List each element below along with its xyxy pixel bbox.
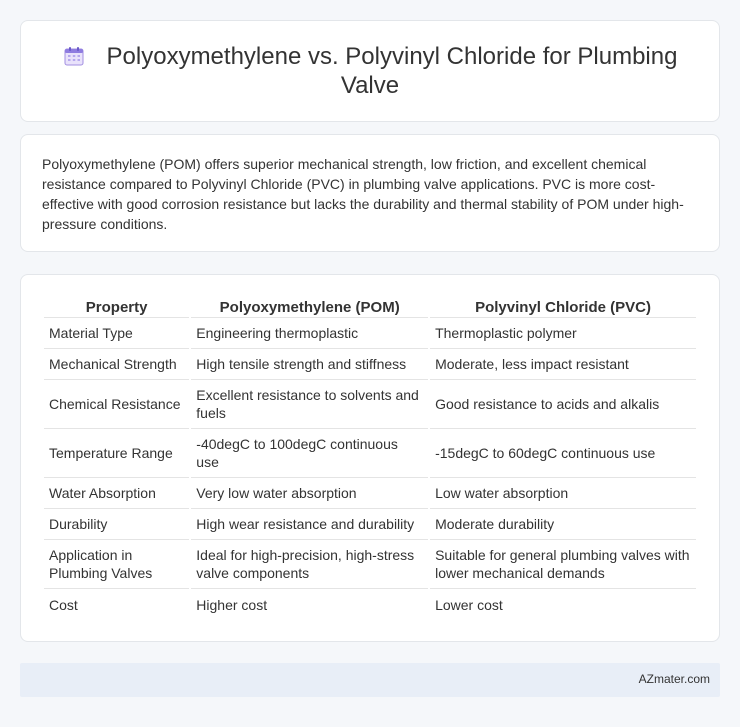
- table-header-row: [44, 296, 696, 318]
- header-pom: Polyoxymethylene (POM): [191, 296, 428, 318]
- cell-property: Durability: [44, 509, 189, 540]
- comparison-table: [42, 296, 698, 620]
- comparison-card: [20, 274, 720, 642]
- cell-pom: High wear resistance and durability: [191, 509, 428, 540]
- cell-pom: -40degC to 100degC continuous use: [191, 429, 428, 478]
- table-row: [44, 349, 696, 380]
- table-row: [44, 429, 696, 478]
- cell-pom: Excellent resistance to solvents and fuels: [191, 380, 428, 429]
- cell-pvc: Lower cost: [435, 596, 503, 613]
- cell-pvc: Moderate durability: [430, 509, 696, 540]
- cell-pvc: Good resistance to acids and alkalis: [430, 380, 696, 429]
- cell-pom: Engineering thermoplastic: [191, 318, 428, 349]
- cell-pom: Ideal for high-precision, high-stress valve components: [191, 540, 428, 589]
- cell-property: Application in Plumbing Valves: [44, 540, 189, 589]
- cell-property: Temperature Range: [44, 429, 189, 478]
- summary-text: Polyoxymethylene (POM) offers superior mechanical strength, low friction, and excellent chemical resistance compared to Polyvinyl Chloride (PVC) in plumbing valve applications. PVC is more cost-effective with good corrosion resistance but lacks the durability and thermal stability of POM under high-pressure conditions.: [42, 156, 684, 232]
- cell-pom: Higher cost: [196, 596, 268, 613]
- title-card: [20, 20, 720, 122]
- table-row: [44, 478, 696, 509]
- cell-property: Cost: [49, 596, 78, 613]
- header-pvc: Polyvinyl Chloride (PVC): [430, 296, 696, 318]
- cell-pvc: Thermoplastic polymer: [430, 318, 696, 349]
- table-row: [44, 540, 696, 589]
- cell-property: Chemical Resistance: [44, 380, 189, 429]
- cell-pom: Very low water absorption: [191, 478, 428, 509]
- header-property: Property: [44, 296, 189, 318]
- calendar-icon: [63, 45, 85, 67]
- summary-card: [20, 134, 720, 252]
- page-title-text: Polyoxymethylene vs. Polyvinyl Chloride for Plumbing Valve: [106, 43, 678, 99]
- table-row: [44, 380, 696, 429]
- page-title: [61, 42, 679, 100]
- footer-brand[interactable]: AZmater.com: [638, 672, 710, 686]
- cell-pom: High tensile strength and stiffness: [191, 349, 428, 380]
- cell-property: Mechanical Strength: [44, 349, 189, 380]
- cell-property: Material Type: [44, 318, 189, 349]
- footer-bar: [20, 663, 720, 697]
- cell-pvc: -15degC to 60degC continuous use: [430, 429, 696, 478]
- table-row: [44, 318, 696, 349]
- cell-property: Water Absorption: [44, 478, 189, 509]
- table-row: [44, 509, 696, 540]
- cell-pvc: Low water absorption: [430, 478, 696, 509]
- cell-pvc: Moderate, less impact resistant: [430, 349, 696, 380]
- table-row: [44, 589, 696, 620]
- cell-pvc: Suitable for general plumbing valves with lower mechanical demands: [430, 540, 696, 589]
